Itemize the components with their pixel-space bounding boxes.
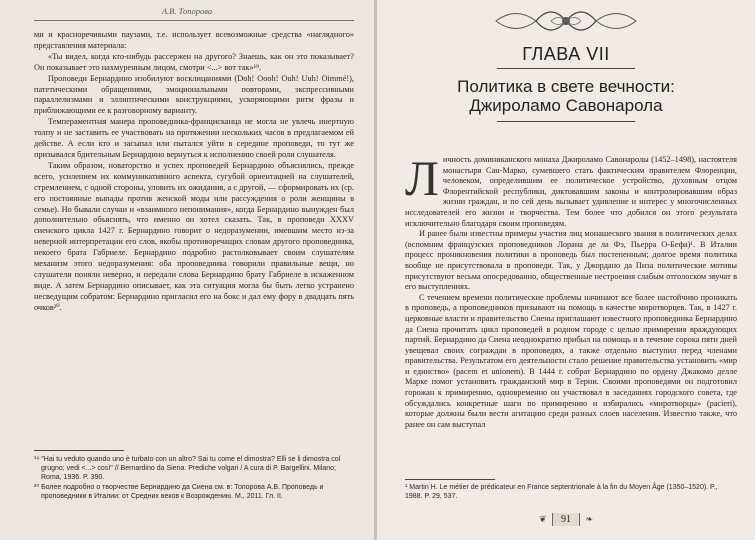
ornament-left-icon: ❦ (538, 514, 547, 524)
first-paragraph (405, 150, 737, 229)
left-page (0, 0, 374, 540)
first-paragraph-text: ичность доминиканского монаха Джироламо Савонаролы (1452–1498), настоятеля монастыря Сан-Марко, сумевшего стать фактическим правителем Флоренции, человеком, определившим ее политическое устройство, духовным отцом Флорентийской республики, диктовавшим законы и контролировавшим образ жизни граждан, и по сей день вызывает удивление и интерес у многочисленных исследователей его жизни и творчества. Тем более что добился он этого результата исключительно благодаря своим проповедям. (405, 155, 737, 228)
paragraph: ми и красноречивыми паузами, т.е. использует всевозможные средства «наглядного» представления материала: (34, 30, 354, 50)
paragraph: С течением времени политические проблемы начинают все более настойчиво проникать в проповедь, а проповедников призывают на помощь в качестве миротворцев. Так, в 1427 г. церковные власти и правительство Сиены приглашают известного проповедника Бернардино да Сиена прочитать цикл проповедей в родном городе с целью примирения враждующих партий. Бернардино да Сиена неоднократно прибыл на помощь и в течение сорока пяти дней увещевал своих сограждан в проповедях, а также отдельно выступил перед членами правительства. Результатом его деятельности стало решение правительства установить «мир и единство» (pacem et unionem). В 1444 г. собрат Бернардино по ордену Джакомо делле Марке помог установить гражданский мир в Терни. Своими проповедями он подготовил горожан к примирению, одновременно он участвовал в заседаниях городского совета, где обсуждались конкретные шаги по примирению и избирались «миротворцы» (pacieri), которые должны были вести агитацию среди разных слоев населения. Известно также, что ранее он сам выступал (405, 292, 737, 429)
footnote-rule (34, 450, 124, 451)
left-body-text (34, 30, 354, 314)
footnote: ²⁰ Более подробно о творчестве Бернардино да Сиена см. в: Топорова А.В. Проповедь и проповедники в Италии: от Средних веков к Возрождению. М., 2011. Гл. II. (34, 484, 324, 500)
chapter-title-line: Джироламо Савонарола (469, 96, 663, 115)
footnote: ¹ Martin H. Le métier de prédicateur en France septentrionale à la fin du Moyen Âge (1350–1520). P., 1988. P. 29, 537. (405, 484, 718, 500)
right-body-text (405, 150, 737, 430)
chapter-rule (497, 121, 635, 122)
drop-cap: Л (405, 150, 439, 206)
paragraph: Проповеди Бернардино изобилуют восклицаниями (Doh! Oooh! Ouh! Uuh! Oimmé!), патетическими обращениями, эмоциональными повторами, экспрессивными параллелизмами и эллиптическими конструкциями, ускоряющими ритм фразы и приближающими ее к разговорному варианту. (34, 73, 354, 116)
chapter-number: ГЛАВА VII (522, 44, 610, 64)
header-rule (34, 20, 354, 21)
quote-paragraph: «Ты видел, когда кто-нибудь рассержен на другого? Знаешь, как он это показывает? Он показывает это нахмуренным лицом, смотри <...> вот так»¹⁹. (34, 51, 354, 72)
paragraph: Таким образом, новаторство и успех проповедей Бернардино объяснялись, прежде всего, усилением их коммуникативного аспекта, сугубой ориентацией на слушателей, стремлением, с одной стороны, уловить их ожидания, а с другой, — сформировать их (ср. его постоянные выпады против женской моды или рассуждения о роли женщины в семье). Но бывали случаи и «взаимного непонимания», когда Бернардино вынужден был дополнительно объяснять, что именно он хотел сказать. Так, в проповеди XXXV сиенского цикла 1427 г. Бернардино говорит о недоразумении, имевшим место из-за неверной интерпретации его слов, якобы противоречащих словам другого проповедника, некоего брата Габриеле. Бернардино подробно растолковывает своим слушателям механизм этого недоразумения: оба проповедника говорили правильные вещи, но слушатели поняли неверно, и передали слова Бернардино брату Габриеле в искаженном виде. А затем Бернардино описывает, как эта ситуация могла бы быть легко устранено несведущим собратом: Бернардино пригласил его на бокс и дал ему фору в двадцать пять очков²⁰. (34, 160, 354, 312)
chapter-rule (497, 68, 635, 69)
page-number: 91 (552, 513, 580, 526)
right-page (377, 0, 755, 540)
paragraph: Темпераментная манера проповедника-францисканца не могла не увлечь инертную толпу и не заставить ее участвовать на протяжении нескольких часов в предлагаемом ей действе. А если кто и засыпал или пытался уйти в середине проповеди, то тут же призывался бдительным Бернардино вернуться к исполнению своей роли слушателя. (34, 117, 354, 159)
running-head: А.В. Топорова (161, 6, 213, 16)
footnote-rule (405, 479, 495, 480)
page-number-block (377, 513, 755, 526)
ornament-right-icon: ❧ (585, 514, 594, 524)
footnotes (34, 455, 354, 502)
footnote: ¹⁹ "Hai tu veduto quando uno è turbato con un altro? Sai tu come el dimostra? Elli se li dimostra col grugno; vedi <...> così" // Bernardino da Siena. Prediche volgari / A cura di P. Bargellini. Milano; Roma, 1936. P. 390. (34, 456, 341, 481)
chapter-title (397, 77, 735, 115)
chapter-title-line: Политика в свете вечности: (457, 77, 675, 96)
paragraph: И ранее были известны примеры участия лиц монашеского звания в политических делах (вспомним французских проповедников Лорана де ла Фэ, Пьерра О-Бефа)¹. В Италии процесс проникновения политики в проповедь был постепенным; долгое время политика вообще не присутствовала в проповеди. Так, у Джордано да Пиза политические мотивы присутствуют весьма опосредованно, общественные нестроения слабым отголоском звучат в его выступлениях. (405, 229, 737, 292)
ornament-icon (377, 4, 755, 43)
